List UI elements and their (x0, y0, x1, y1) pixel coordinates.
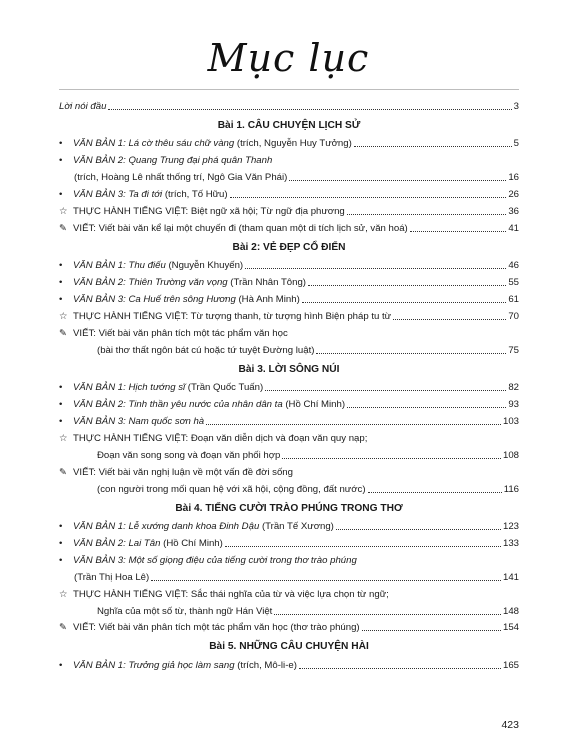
toc-entry[interactable] (59, 326, 519, 340)
dot-leader (347, 213, 507, 215)
entry-text (97, 605, 272, 618)
entry-detail: Viết bài văn kể lại một chuyến đi (tham quan một di tích lịch sử, văn hoá) (98, 222, 408, 234)
entry-text (59, 621, 360, 634)
page-number: 423 (501, 719, 519, 731)
entry-label: VĂN BẢN 2: (73, 155, 129, 167)
entry-label: THỰC HÀNH TIẾNG VIỆT: (73, 206, 191, 217)
entry-text (97, 344, 314, 357)
bullet-icon: • (59, 659, 63, 671)
entry-text (59, 222, 408, 235)
entry-label: VIẾT: (73, 466, 99, 478)
entry-detail: (Nguyễn Khuyến) (168, 260, 244, 272)
star-icon: ☆ (59, 311, 68, 322)
entry-text (59, 259, 243, 272)
entry-text (59, 554, 357, 567)
toc-entry[interactable] (59, 187, 519, 201)
dot-leader (368, 491, 502, 493)
entry-label: VĂN BẢN 1: (73, 138, 129, 150)
dot-leader (336, 528, 501, 530)
dot-leader (265, 389, 506, 391)
entry-continuation: Đoạn văn song song và đoạn văn phối hợp (97, 449, 281, 461)
entry-detail: Biệt ngữ xã hội; Từ ngữ địa phương (190, 206, 345, 217)
bullet-icon: • (59, 382, 63, 394)
lesson-heading: Bài 1. CÂU CHUYỆN LỊCH SỬ (217, 119, 361, 131)
pencil-icon: ✎ (59, 222, 68, 234)
entry-detail: (Trần Quốc Tuấn) (187, 382, 264, 394)
toc-entry[interactable] (59, 275, 519, 289)
entry-title: Nam quốc sơn hà (128, 416, 205, 427)
entry-label: VIẾT: (73, 327, 99, 339)
dot-leader (206, 423, 501, 425)
entry-label: VĂN BẢN 3: (73, 554, 129, 566)
entry-detail: Sắc thái nghĩa của từ và việc lựa chọn từ ngữ; (190, 588, 389, 600)
entry-text (59, 537, 223, 550)
entry-label: THỰC HÀNH TIẾNG VIỆT: (73, 588, 191, 600)
entry-continuation: (trích, Hoàng Lê nhất thống trí, Ngô Gia Văn Phái) (74, 172, 288, 184)
dot-leader (347, 406, 506, 408)
entry-page-number: 133 (502, 537, 519, 549)
star-icon: ☆ (59, 432, 68, 444)
entry-page-number: 75 (508, 344, 519, 356)
star-icon: ☆ (59, 588, 68, 600)
dot-leader (393, 318, 506, 320)
lesson-heading: Bài 4. TIẾNG CƯỜI TRÀO PHÚNG TRONG THƠ (175, 502, 403, 514)
toc-entry[interactable] (74, 170, 519, 184)
lesson-heading: Bài 5. NHỮNG CÂU CHUYỆN HÀI (209, 641, 369, 653)
entry-detail: Viết bài văn phân tích một tác phẩm văn học (thơ trào phúng) (98, 622, 360, 634)
entry-label: VĂN BẢN 2: (73, 537, 129, 549)
entry-text (97, 449, 280, 462)
entry-page-number: 16 (508, 172, 519, 184)
toc-entry[interactable] (97, 482, 519, 496)
entry-page-number: 103 (502, 416, 519, 427)
dot-leader (289, 179, 506, 181)
toc-entry[interactable] (59, 465, 519, 479)
entry-text (74, 571, 149, 584)
entry-label: VĂN BẢN 1: (73, 260, 129, 272)
entry-page-number: 82 (508, 382, 519, 394)
toc-entry[interactable] (97, 448, 519, 462)
bullet-icon: • (59, 155, 63, 167)
entry-title: Thiên Trường văn vọng (128, 277, 231, 289)
entry-page-number: 41 (508, 222, 519, 234)
toc-entry[interactable] (59, 221, 519, 235)
toc-entry[interactable] (59, 431, 519, 445)
entry-title: Thu điếu (128, 260, 169, 272)
entry-title: Trưởng giả học làm sang (128, 659, 238, 671)
dot-leader (354, 145, 512, 147)
entry-page-number: 5 (513, 138, 519, 150)
toc-entry[interactable] (74, 570, 519, 584)
bullet-icon: • (59, 521, 63, 532)
dot-leader (230, 196, 507, 198)
entry-text (59, 154, 272, 167)
entry-page-number: 61 (508, 294, 519, 306)
entry-label: VĂN BẢN 3: (73, 189, 129, 201)
entry-page-number: 26 (508, 189, 519, 201)
entry-page-number: 148 (502, 605, 519, 617)
entry-label: VĂN BẢN 1: (73, 382, 129, 394)
entry-detail: (Trần Nhân Tông) (230, 277, 307, 289)
entry-title: Hịch tướng sĩ (128, 382, 188, 394)
entry-label: VĂN BẢN 3: (73, 416, 129, 427)
entry-text (59, 432, 367, 445)
pencil-icon: ✎ (59, 327, 68, 339)
toc-entry[interactable] (59, 99, 519, 113)
bullet-icon: • (59, 537, 63, 549)
bullet-icon: • (59, 277, 63, 289)
entry-page-number: 3 (513, 101, 519, 112)
toc-entry[interactable] (59, 153, 519, 167)
entry-text (59, 293, 300, 306)
toc-entry[interactable] (59, 536, 519, 550)
entry-title: Lời nói đầu (59, 101, 107, 112)
entry-detail: Đoạn văn diễn dịch và đoạn văn quy nạp; (190, 432, 368, 444)
entry-text (59, 398, 345, 411)
entry-detail: (Hồ Chí Minh) (163, 537, 223, 549)
entry-text (59, 466, 293, 479)
pencil-icon: ✎ (59, 466, 68, 478)
entry-detail: (trích, Mô-li-e) (237, 659, 297, 671)
dot-leader (362, 629, 501, 631)
dot-leader (274, 613, 501, 615)
entry-title: Lễ xướng danh khoa Đinh Dậu (128, 521, 262, 532)
entry-text (59, 327, 288, 340)
entry-detail: (Hồ Chí Minh) (285, 399, 346, 411)
entry-title: Ta đi tới (128, 189, 165, 201)
entry-label: VIẾT: (73, 222, 99, 234)
entry-text (59, 310, 391, 323)
toc-entry[interactable] (97, 604, 519, 618)
entry-text (59, 381, 263, 394)
entry-label: THỰC HÀNH TIẾNG VIỆT: (73, 432, 191, 444)
dot-leader (282, 457, 501, 459)
toc-entry[interactable] (59, 292, 519, 306)
pencil-icon: ✎ (59, 622, 68, 634)
entry-title: Tinh thần yêu nước của nhân dân ta (128, 399, 286, 411)
toc-entry[interactable] (59, 258, 519, 272)
entry-page-number: 116 (503, 483, 519, 495)
toc-entry[interactable] (59, 620, 519, 634)
entry-page-number: 46 (508, 260, 519, 272)
entry-text (59, 659, 297, 672)
entry-label: VĂN BẢN 2: (73, 277, 129, 289)
title-divider (59, 89, 519, 90)
dot-leader (225, 545, 501, 547)
entry-continuation: Nghĩa của một số từ, thành ngữ Hán Việt (97, 605, 273, 617)
entry-label: VĂN BẢN 3: (73, 294, 129, 306)
dot-leader (302, 301, 507, 303)
entry-page-number: 154 (502, 622, 519, 634)
entry-title: Một số giọng điệu của tiếng cười trong thơ trào phúng (128, 554, 357, 566)
entry-detail: Từ tượng thanh, từ tượng hình Biện pháp tu từ (190, 311, 392, 322)
entry-detail: (trích, Nguyễn Huy Tưởng) (236, 138, 352, 150)
entry-detail: (Hà Anh Minh) (238, 294, 300, 306)
toc-entry[interactable] (59, 519, 519, 533)
toc-entry[interactable] (59, 414, 519, 428)
toc-entry[interactable] (97, 343, 519, 357)
toc-entry[interactable] (59, 380, 519, 394)
entry-label: VIẾT: (73, 622, 99, 634)
entry-continuation: (bài thơ thất ngôn bát cú hoặc tứ tuyệt Đường luật) (97, 344, 315, 356)
entry-title: Ca Huế trên sông Hương (128, 294, 239, 306)
entry-text (59, 276, 306, 289)
entry-continuation: (con người trong mối quan hệ với xã hội, cộng đồng, đất nước) (97, 483, 366, 495)
entry-detail: Viết bài văn phân tích một tác phẩm văn học (98, 327, 288, 339)
entry-text (59, 100, 106, 113)
bullet-icon: • (59, 399, 63, 411)
entry-text (59, 520, 334, 533)
entry-continuation: (Trần Thị Hoa Lê) (74, 571, 150, 583)
dot-leader (151, 579, 501, 581)
entry-text (97, 483, 366, 496)
entry-text (59, 415, 204, 428)
dot-leader (299, 667, 501, 669)
bullet-icon: • (59, 189, 63, 201)
dot-leader (308, 284, 506, 286)
entry-text (59, 205, 345, 218)
dot-leader (316, 352, 506, 354)
entry-detail: Viết bài văn nghị luận về một vấn đề đời sống (98, 466, 293, 478)
entry-page-number: 123 (502, 521, 519, 532)
toc-entry[interactable] (59, 309, 519, 323)
entry-label: VĂN BẢN 1: (73, 521, 129, 532)
dot-leader (410, 230, 507, 232)
entry-page-number: 55 (508, 277, 519, 289)
dot-leader (245, 267, 506, 269)
dot-leader (108, 108, 511, 110)
entry-page-number: 93 (508, 399, 519, 411)
entry-title: Lai Tân (128, 537, 164, 549)
entry-page-number: 141 (502, 571, 519, 583)
entry-detail: (trích, Tố Hữu) (164, 189, 228, 201)
bullet-icon: • (59, 138, 63, 150)
bullet-icon: • (59, 416, 63, 427)
lesson-heading: Bài 2: VẺ ĐẸP CỔ ĐIỂN (232, 241, 346, 253)
entry-text (59, 137, 352, 150)
bullet-icon: • (59, 554, 63, 566)
entry-page-number: 108 (502, 449, 519, 461)
bullet-icon: • (59, 294, 63, 306)
entry-text (59, 588, 389, 601)
entry-text (59, 188, 228, 201)
entry-page-number: 165 (502, 659, 519, 671)
toc-entry[interactable] (59, 658, 519, 672)
entry-page-number: 36 (508, 206, 519, 217)
entry-label: THỰC HÀNH TIẾNG VIỆT: (73, 311, 191, 322)
toc-entry[interactable] (59, 136, 519, 150)
entry-text (74, 171, 287, 184)
entry-page-number: 70 (508, 311, 519, 322)
toc-entry[interactable] (59, 587, 519, 601)
star-icon: ☆ (59, 206, 68, 217)
toc-entry[interactable] (59, 204, 519, 218)
toc-entry[interactable] (59, 397, 519, 411)
entry-label: VĂN BẢN 2: (73, 399, 129, 411)
lesson-heading: Bài 3. LỜI SÔNG NÚI (238, 363, 340, 375)
bullet-icon: • (59, 260, 63, 272)
entry-label: VĂN BẢN 1: (73, 659, 129, 671)
entry-title: Lá cờ thêu sáu chữ vàng (128, 138, 237, 150)
entry-detail: (Trần Tế Xương) (261, 521, 334, 532)
toc-entry[interactable] (59, 553, 519, 567)
entry-title: Quang Trung đại phá quân Thanh (128, 155, 273, 167)
page-title: Mục lục (207, 36, 370, 80)
